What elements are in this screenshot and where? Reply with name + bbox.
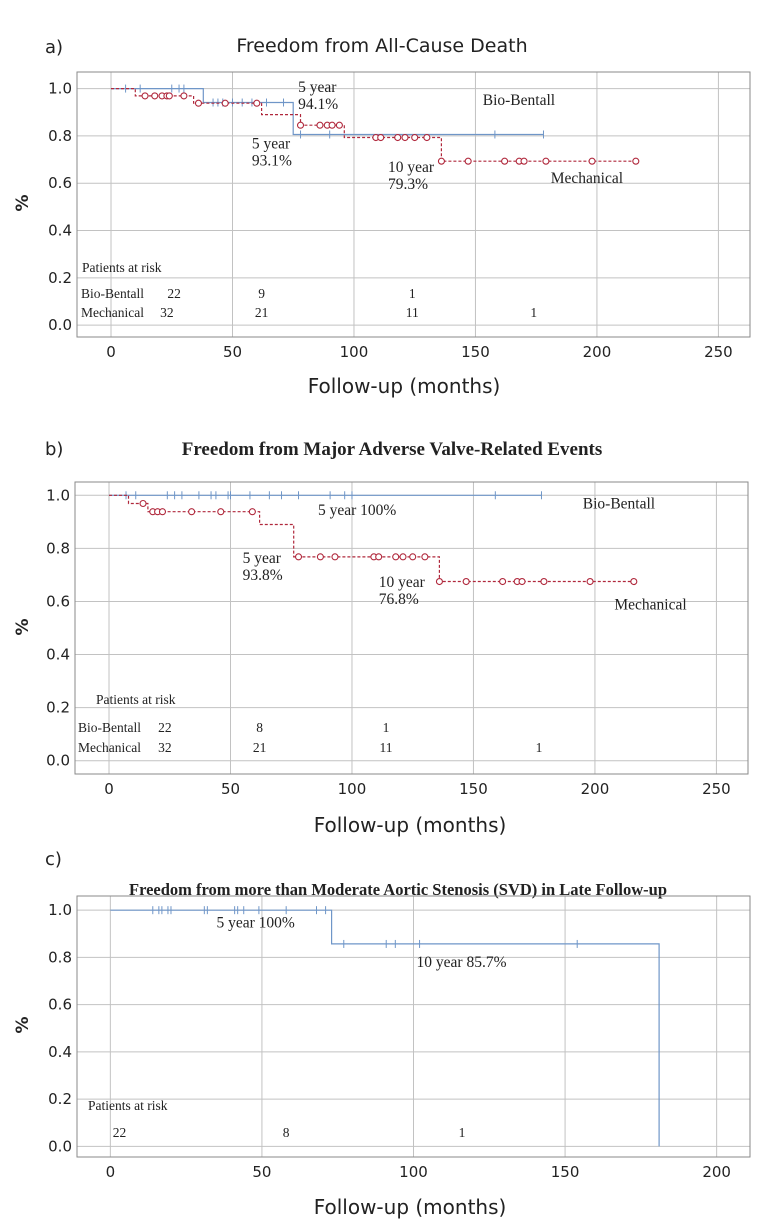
y-tick-label: 0.6: [46, 592, 70, 611]
panel-c-xlabel: Follow-up (months): [313, 1195, 507, 1219]
x-tick-label: 250: [704, 343, 733, 361]
panel-b-title: Freedom from Major Adverse Valve-Related Events: [181, 439, 603, 460]
y-tick-label: 0.0: [46, 751, 70, 770]
censor-mark-mech: [152, 93, 158, 99]
x-tick-label: 150: [461, 343, 490, 361]
risk-count: 21: [254, 305, 269, 320]
annotation-line: 10 year: [378, 574, 425, 592]
risk-count: 32: [160, 305, 174, 320]
panel-c-title: Freedom from more than Moderate Aortic Stenosis (SVD) in Late Follow-up: [128, 880, 668, 899]
x-tick-label: 200: [702, 1163, 731, 1181]
censor-mark-mech: [500, 579, 506, 585]
risk-table-title: Patients at risk: [88, 1098, 168, 1113]
y-tick-label: 1.0: [46, 486, 70, 505]
y-tick-label: 0.8: [48, 948, 72, 967]
series-line-mech: [111, 89, 636, 162]
annotation-line: 94.1%: [298, 95, 339, 113]
censor-mark-mech: [166, 93, 172, 99]
censor-mark-mech: [181, 93, 187, 99]
panel-b-label: b): [45, 439, 64, 460]
censor-mark-mech: [633, 158, 639, 164]
annotation-line: 10 year: [387, 159, 435, 177]
annotation-line: 93.1%: [251, 152, 292, 170]
x-tick-label: 0: [105, 1163, 116, 1181]
annotation-label: [298, 79, 338, 113]
y-tick-label: 0.4: [48, 221, 72, 240]
x-tick-label: 200: [582, 343, 612, 361]
y-tick-label: 0.2: [48, 1090, 72, 1109]
censor-mark-mech: [410, 554, 416, 560]
risk-row-label: Bio-Bentall: [78, 720, 141, 735]
annotation-label: Mechanical: [550, 170, 624, 188]
panel-b-ylabel: %: [13, 618, 33, 636]
censor-mark-mech: [424, 135, 430, 141]
risk-count: 11: [379, 740, 393, 755]
y-tick-label: 0.0: [48, 316, 72, 335]
risk-count: 1: [530, 305, 538, 320]
censor-mark-mech: [378, 135, 384, 141]
annotation-line: 93.8%: [242, 566, 283, 584]
risk-table-title: Patients at risk: [82, 260, 162, 275]
y-tick-label: 1.0: [48, 79, 72, 98]
x-tick-label: 50: [252, 1163, 272, 1181]
panel-a-label: a): [45, 37, 64, 58]
censor-mark-mech: [142, 93, 148, 99]
x-tick-label: 0: [106, 343, 116, 361]
annotation-label: 10 year 85.7%: [416, 953, 507, 971]
risk-count: 9: [258, 286, 266, 301]
y-tick-label: 0.4: [48, 1042, 72, 1061]
risk-count: 1: [382, 720, 390, 735]
censor-mark-mech: [336, 122, 342, 128]
y-tick-label: 0.8: [46, 539, 70, 558]
annotation-line: 5 year: [242, 549, 281, 567]
annotation-label: Mechanical: [614, 596, 687, 614]
censor-mark-mech: [298, 122, 304, 128]
censor-mark-mech: [249, 509, 255, 515]
x-tick-label: 250: [702, 780, 731, 798]
annotation-line: 5 year: [251, 135, 291, 153]
censor-mark-mech: [436, 579, 442, 585]
x-tick-label: 100: [337, 780, 367, 798]
y-tick-label: 0.4: [46, 645, 70, 664]
y-tick-label: 1.0: [48, 901, 72, 920]
risk-count: 22: [158, 720, 172, 735]
risk-count: 21: [252, 740, 267, 755]
risk-count: 1: [458, 1125, 466, 1140]
censor-mark-mech: [254, 100, 260, 106]
censor-mark-mech: [631, 579, 637, 585]
y-tick-label: 0.8: [48, 126, 72, 145]
censor-mark-mech: [521, 158, 527, 164]
censor-mark-mech: [589, 158, 595, 164]
censor-mark-mech: [159, 509, 165, 515]
x-tick-label: 50: [220, 780, 241, 798]
y-tick-label: 0.0: [48, 1137, 72, 1156]
censor-mark-mech: [195, 100, 201, 106]
panel-c-ylabel: %: [13, 1016, 33, 1034]
y-tick-label: 0.6: [48, 174, 72, 193]
censor-mark-mech: [438, 158, 444, 164]
censor-mark-mech: [332, 554, 338, 560]
censor-mark-mech: [189, 509, 195, 515]
annotation-label: [252, 136, 292, 170]
risk-count: 1: [535, 740, 543, 755]
censor-mark-mech: [587, 579, 593, 585]
panel-c-label: c): [45, 849, 62, 870]
censor-mark-mech: [376, 554, 382, 560]
annotation-line: 79.3%: [387, 176, 429, 194]
annotation-label: [379, 574, 426, 608]
annotation-label: Bio-Bentall: [482, 92, 556, 110]
panel-c: [13, 849, 750, 1219]
censor-mark-mech: [393, 554, 399, 560]
censor-mark-mech: [543, 158, 549, 164]
censor-mark-mech: [395, 135, 401, 141]
x-tick-label: 150: [550, 1163, 580, 1181]
x-tick-label: 150: [459, 780, 488, 798]
panel-b-xlabel: Follow-up (months): [313, 813, 507, 837]
panel-b-plot: [46, 482, 748, 798]
panel-c-plot: [48, 896, 750, 1181]
panel-a-plot: [48, 72, 750, 361]
x-tick-label: 50: [222, 343, 243, 361]
censor-mark-mech: [465, 158, 471, 164]
x-tick-label: 0: [104, 780, 114, 798]
risk-row-label: Mechanical: [78, 740, 141, 755]
censor-mark-mech: [296, 554, 302, 560]
x-tick-label: 100: [399, 1163, 428, 1181]
panel-a-title: Freedom from All-Cause Death: [236, 35, 528, 57]
y-tick-label: 0.2: [46, 698, 70, 717]
annotation-line: 76.8%: [378, 591, 419, 609]
panel-a-ylabel: %: [13, 194, 33, 212]
censor-mark-mech: [412, 135, 418, 141]
plot-frame: [75, 482, 748, 774]
panel-a: [13, 35, 750, 398]
risk-count: 11: [405, 305, 419, 320]
censor-mark-mech: [317, 554, 323, 560]
censor-mark-mech: [140, 501, 146, 507]
censor-mark-mech: [541, 579, 547, 585]
censor-mark-mech: [222, 100, 228, 106]
censor-mark-mech: [329, 122, 335, 128]
censor-mark-mech: [502, 158, 508, 164]
censor-mark-mech: [422, 554, 428, 560]
risk-count: 8: [256, 720, 264, 735]
risk-row-label: Mechanical: [81, 305, 144, 320]
censor-mark-mech: [402, 135, 408, 141]
y-tick-label: 0.6: [48, 995, 72, 1014]
risk-count: 22: [112, 1125, 127, 1140]
annotation-label: Bio-Bentall: [582, 495, 656, 513]
risk-table-title: Patients at risk: [96, 692, 176, 707]
risk-count: 32: [158, 740, 172, 755]
panel-b: [13, 439, 748, 837]
risk-row-label: Bio-Bentall: [81, 286, 144, 301]
censor-mark-mech: [519, 579, 525, 585]
censor-mark-mech: [463, 579, 469, 585]
censor-mark-mech: [218, 509, 224, 515]
annotation-label: [243, 550, 283, 584]
panel-a-xlabel: Follow-up (months): [307, 374, 501, 398]
x-tick-label: 200: [580, 780, 610, 798]
x-tick-label: 100: [339, 343, 369, 361]
annotation-label: 5 year 100%: [216, 914, 295, 932]
annotation-label: 5 year 100%: [317, 501, 397, 519]
risk-count: 8: [282, 1125, 290, 1140]
risk-count: 22: [167, 286, 181, 301]
censor-mark-mech: [317, 122, 323, 128]
risk-count: 1: [408, 286, 416, 301]
annotation-label: [388, 159, 435, 193]
censor-mark-mech: [400, 554, 406, 560]
y-tick-label: 0.2: [48, 268, 72, 287]
annotation-line: 5 year: [298, 78, 337, 96]
